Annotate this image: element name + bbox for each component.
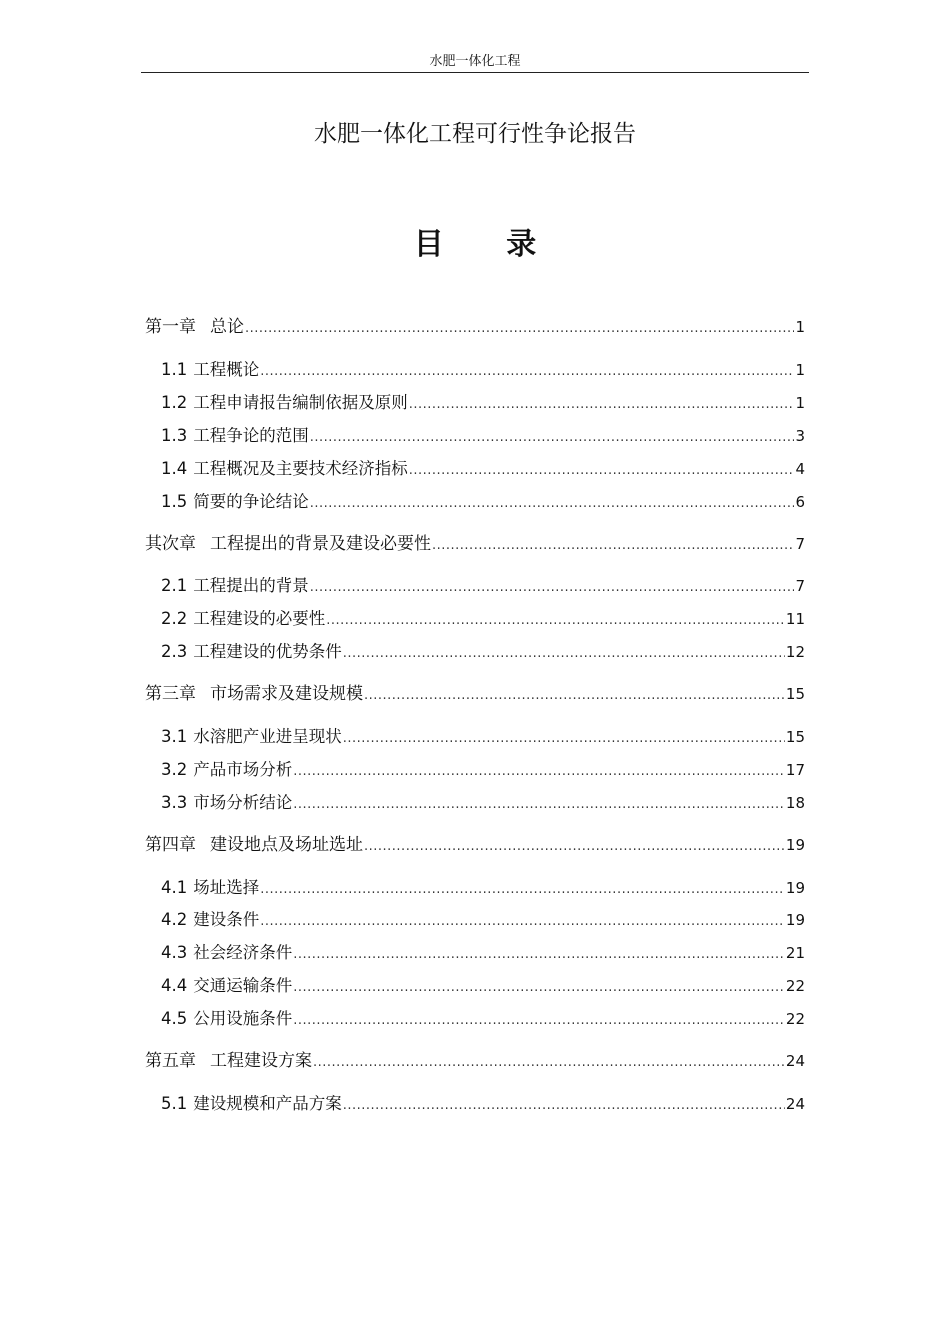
toc-leader: [260, 910, 785, 934]
toc-entry[interactable]: [161, 791, 805, 815]
toc-entry-title: 工程申请报告编制依据及原则: [193, 393, 408, 412]
toc-heading: 目 录: [413, 227, 563, 262]
toc-entry-number: 1.2: [161, 393, 188, 412]
toc-page-number: 21: [785, 944, 805, 962]
toc-page-number: 1: [795, 361, 805, 379]
toc-page-number: 12: [785, 643, 805, 661]
toc-entry[interactable]: [161, 358, 805, 382]
toc-entry-number: 4.5: [161, 1009, 188, 1028]
toc-entry-title: 工程提出的背景: [193, 576, 309, 595]
toc-entry[interactable]: [161, 941, 805, 965]
toc-page-number: 4: [795, 460, 805, 478]
toc-leader: [310, 576, 795, 600]
toc-entry-number: 第一章: [145, 317, 196, 337]
toc-entry[interactable]: [161, 490, 805, 514]
toc-leader: [343, 727, 785, 751]
toc-page-number: 6: [795, 493, 805, 511]
toc-entry[interactable]: [161, 1092, 805, 1116]
toc-page-number: 22: [785, 1010, 805, 1028]
toc-entry-number: 3.1: [161, 727, 188, 746]
toc-entry[interactable]: [161, 640, 805, 664]
toc-page-number: 3: [795, 427, 805, 445]
toc-page-number: 15: [785, 728, 805, 746]
toc-entry-number: 1.3: [161, 426, 188, 445]
toc-page-number: 19: [785, 911, 805, 929]
toc-entry-number: 1.1: [161, 360, 188, 379]
toc-entry[interactable]: [161, 607, 805, 631]
toc-page-number: 15: [785, 685, 805, 703]
toc-leader: [293, 1009, 785, 1033]
toc-entry[interactable]: [145, 315, 805, 339]
toc-entry-number: 1.5: [161, 492, 188, 511]
toc-entry-number: 第四章: [145, 835, 196, 855]
toc-leader: [293, 976, 785, 1000]
toc-leader: [310, 426, 795, 450]
toc-leader: [409, 393, 795, 417]
toc-entry-title: 产品市场分析: [193, 760, 293, 779]
toc-leader: [293, 943, 785, 967]
toc-entry-number: 5.1: [161, 1094, 188, 1113]
toc-leader: [293, 793, 785, 817]
toc-entry[interactable]: [145, 833, 805, 857]
toc-page-number: 19: [785, 879, 805, 897]
toc-entry[interactable]: [161, 1007, 805, 1031]
toc-entry-title: 工程提出的背景及建设必要性: [210, 534, 431, 554]
toc-entry-title: 总论: [210, 317, 244, 337]
toc-entry-number: 1.4: [161, 459, 188, 478]
toc-leader: [432, 534, 794, 558]
toc-page-number: 17: [785, 761, 805, 779]
toc-entry-title: 建设地点及场址选址: [210, 835, 363, 855]
toc-entry-title: 建设条件: [193, 910, 260, 929]
toc-entry-title: 工程概论: [193, 360, 260, 379]
toc-entry-number: 3.3: [161, 793, 188, 812]
toc-page-number: 7: [795, 535, 805, 553]
toc-entry-title: 场址选择: [193, 878, 260, 897]
toc-page-number: 1: [795, 318, 805, 336]
document-title: 水肥一体化工程可行性争论报告: [314, 121, 636, 147]
toc-leader: [343, 642, 785, 666]
toc-leader: [245, 317, 794, 341]
toc-page-number: 22: [785, 977, 805, 995]
toc-entry-number: 第五章: [145, 1051, 196, 1071]
toc-entry[interactable]: [161, 574, 805, 598]
toc-leader: [343, 1094, 785, 1118]
toc-page-number: 1: [795, 394, 805, 412]
toc-entry-title: 水溶肥产业进呈现状: [193, 727, 342, 746]
toc-page-number: 18: [785, 794, 805, 812]
toc-leader: [364, 684, 785, 708]
toc-entry[interactable]: [161, 725, 805, 749]
toc-entry-number: 4.3: [161, 943, 188, 962]
toc-leader: [260, 360, 794, 384]
toc-leader: [293, 760, 785, 784]
toc-page-number: 24: [785, 1052, 805, 1070]
toc-entry-number: 4.2: [161, 910, 188, 929]
toc-entry-title: 市场需求及建设规模: [210, 684, 363, 704]
toc-entry[interactable]: [161, 424, 805, 448]
toc-entry[interactable]: [161, 758, 805, 782]
toc-leader: [260, 878, 785, 902]
toc-leader: [364, 835, 785, 859]
toc-entry-title: 建设规模和产品方案: [193, 1094, 342, 1113]
toc-entry-title: 工程争论的范围: [193, 426, 309, 445]
toc-entry[interactable]: [161, 974, 805, 998]
toc-entry-title: 工程概况及主要技术经济指标: [193, 459, 408, 478]
toc-entry-title: 简要的争论结论: [193, 492, 309, 511]
toc-entry[interactable]: [145, 682, 805, 706]
toc-entry-number: 2.1: [161, 576, 188, 595]
toc-entry-number: 第三章: [145, 684, 196, 704]
toc-leader: [313, 1051, 785, 1075]
toc-leader: [409, 459, 795, 483]
header-rule: [141, 72, 809, 73]
toc-page-number: 7: [795, 577, 805, 595]
toc-entry-number: 2.2: [161, 609, 188, 628]
toc-page-number: 19: [785, 836, 805, 854]
toc-entry-title: 工程建设的必要性: [193, 609, 326, 628]
toc-entry-title: 工程建设方案: [210, 1051, 312, 1071]
toc-entry-number: 其次章: [145, 534, 196, 554]
toc-entry-title: 交通运输条件: [193, 976, 293, 995]
toc-entry[interactable]: [161, 391, 805, 415]
toc-page-number: 24: [785, 1095, 805, 1113]
toc-entry[interactable]: [161, 876, 805, 900]
toc-entry-title: 工程建设的优势条件: [193, 642, 342, 661]
toc-page-number: 11: [785, 610, 805, 628]
toc-entry-title: 社会经济条件: [193, 943, 293, 962]
toc-entry[interactable]: [145, 532, 805, 556]
toc-entry-number: 2.3: [161, 642, 188, 661]
running-header: 水肥一体化工程: [429, 54, 521, 69]
toc-leader: [310, 492, 795, 516]
toc-entry-title: 公用设施条件: [193, 1009, 293, 1028]
toc-leader: [326, 609, 785, 633]
toc-entry[interactable]: [161, 457, 805, 481]
toc-entry-title: 市场分析结论: [193, 793, 293, 812]
toc-entry-number: 4.1: [161, 878, 188, 897]
toc-entry[interactable]: [161, 908, 805, 932]
toc-entry[interactable]: [145, 1049, 805, 1073]
toc-entry-number: 4.4: [161, 976, 188, 995]
toc-entry-number: 3.2: [161, 760, 188, 779]
